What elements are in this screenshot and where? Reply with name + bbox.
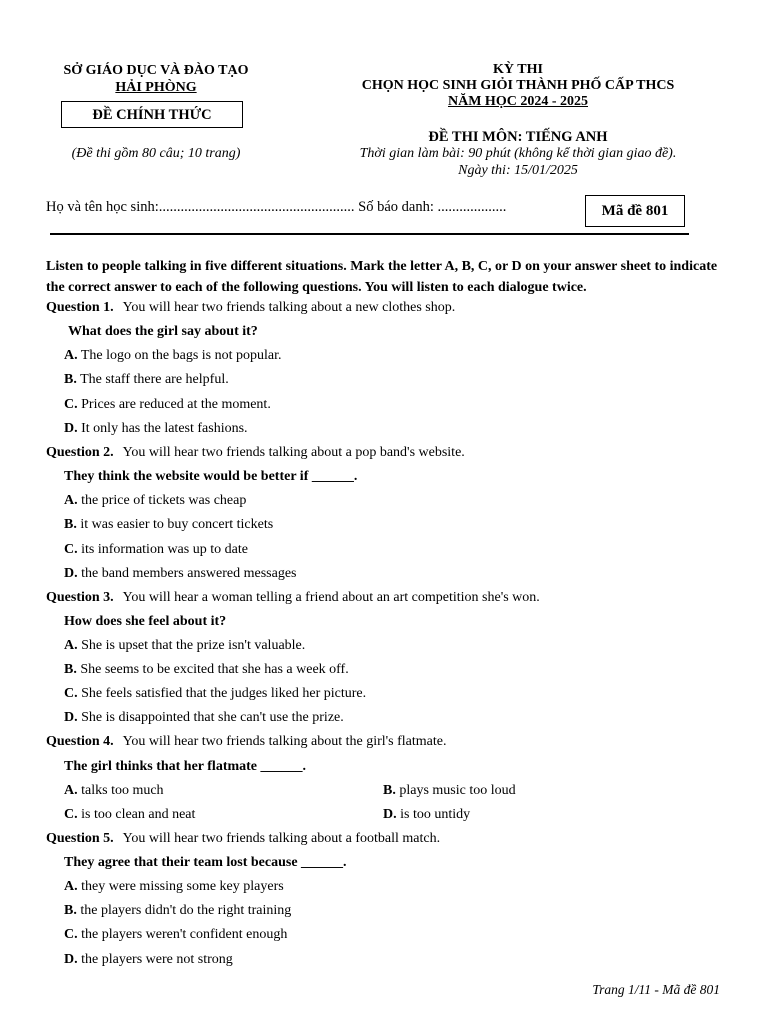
option-c: C. is too clean and neat [64, 807, 196, 822]
option-a: A. they were missing some key players [64, 879, 284, 894]
option-d: D. It only has the latest fashions. [64, 421, 248, 436]
header-divider [50, 233, 689, 235]
student-info-line: Họ và tên học sinh:...................................................... Số báo danh: ................... [46, 199, 507, 215]
question-1 [46, 300, 455, 316]
question-context: You will hear two friends talking about a pop band's website. [122, 445, 465, 460]
time-note: Thời gian làm bài: 90 phút (không kể thời gian giao đề). [359, 146, 677, 161]
question-label: Question 5. [46, 831, 114, 846]
question-stem: They agree that their team lost because ______. [64, 855, 347, 870]
question-context: You will hear two friends talking about a football match. [122, 831, 441, 846]
option-d: D. She is disappointed that she can't use the prize. [64, 710, 344, 725]
exam-subject: ĐỀ THI MÔN: TIẾNG ANH [428, 129, 608, 145]
question-context: You will hear two friends talking about a new clothes shop. [122, 300, 456, 315]
option-a: A. talks too much [64, 783, 164, 798]
question-stem: What does the girl say about it? [68, 324, 258, 339]
question-context: You will hear a woman telling a friend about an art competition she's won. [122, 590, 540, 605]
option-a: A. She is upset that the prize isn't valuable. [64, 638, 306, 653]
department-name: SỞ GIÁO DỤC VÀ ĐÀO TẠO [63, 63, 249, 78]
option-d: D. is too untidy [383, 807, 471, 822]
department-header [40, 62, 272, 96]
question-stem: They think the website would be better if ______. [64, 469, 358, 484]
option-c: C. its information was up to date [64, 542, 248, 557]
question-2 [46, 445, 465, 461]
question-stem: The girl thinks that her flatmate ______. [64, 759, 307, 774]
exam-code: Mã đề 801 [585, 195, 685, 227]
option-a: A. The logo on the bags is not popular. [64, 348, 282, 363]
exam-name: CHỌN HỌC SINH GIỎI THÀNH PHỐ CẤP THCS [361, 78, 675, 93]
page-footer: Trang 1/11 - Mã đề 801 [592, 982, 720, 997]
option-b: B. it was easier to buy concert tickets [64, 517, 274, 532]
question-5 [46, 831, 440, 847]
exam-title: KỲ THI [493, 62, 543, 77]
option-c: C. She feels satisfied that the judges liked her picture. [64, 686, 367, 701]
question-label: Question 4. [46, 734, 114, 749]
official-exam-label: ĐỀ CHÍNH THỨC [61, 101, 243, 128]
question-4 [46, 734, 447, 750]
option-d: D. the band members answered messages [64, 566, 297, 581]
question-3 [46, 590, 540, 606]
exam-header [320, 62, 716, 110]
question-stem: How does she feel about it? [64, 614, 227, 629]
question-label: Question 2. [46, 445, 114, 460]
option-d: D. the players were not strong [64, 952, 233, 967]
option-b: B. The staff there are helpful. [64, 372, 229, 387]
option-a: A. the price of tickets was cheap [64, 493, 247, 508]
option-b: B. She seems to be excited that she has a week off. [64, 662, 349, 677]
question-label: Question 1. [46, 300, 114, 315]
pages-note: (Đề thi gồm 80 câu; 10 trang) [71, 146, 241, 161]
section-instructions: Listen to people talking in five different situations. Mark the letter A, B, C, or D on your answer sheet to indicate the correct answer to each of the following questions. You will listen to each dialogue twice. [46, 259, 718, 295]
question-label: Question 3. [46, 590, 114, 605]
school-year: NĂM HỌC 2024 - 2025 [448, 94, 588, 109]
option-b: B. the players didn't do the right training [64, 903, 292, 918]
option-c: C. the players weren't confident enough [64, 927, 288, 942]
question-context: You will hear two friends talking about the girl's flatmate. [122, 734, 447, 749]
option-b: B. plays music too loud [383, 783, 516, 798]
exam-date: Ngày thi: 15/01/2025 [458, 163, 578, 178]
option-c: C. Prices are reduced at the moment. [64, 397, 271, 412]
department-city: HẢI PHÒNG [115, 80, 197, 95]
